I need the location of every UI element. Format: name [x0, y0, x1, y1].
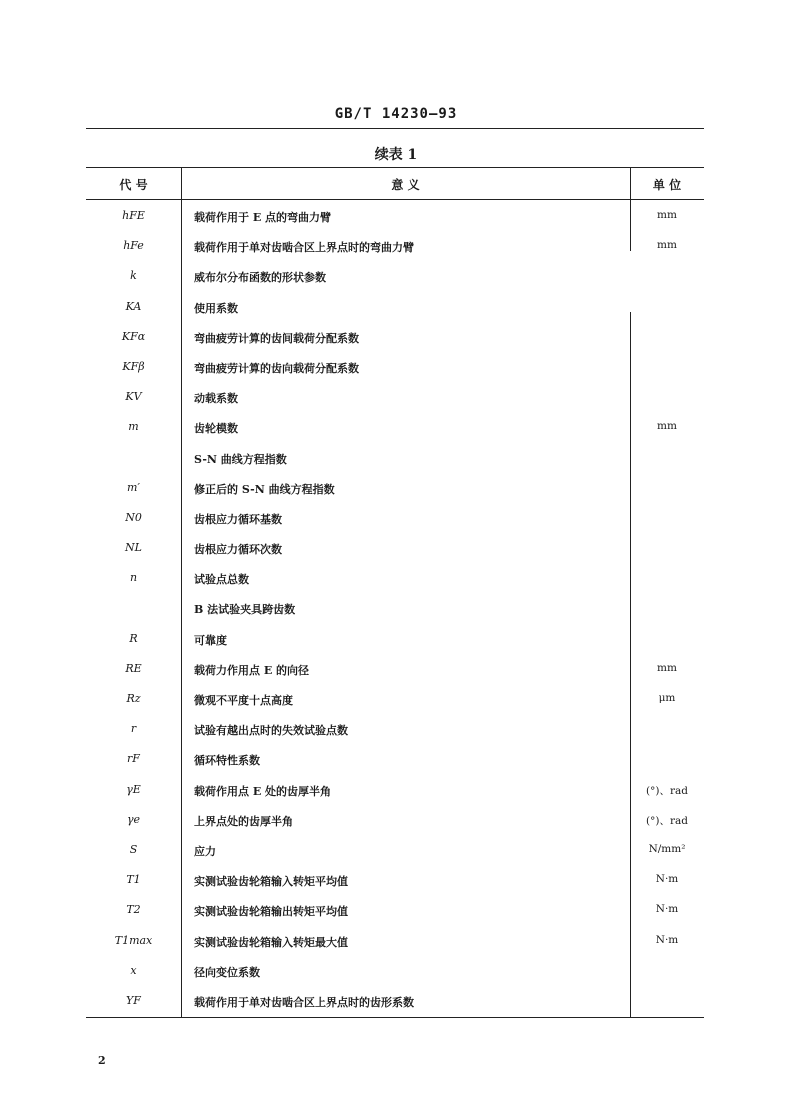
row-unit: mm — [657, 209, 677, 221]
page-number: 2 — [98, 1054, 106, 1067]
row-unit: (°)、rad — [646, 814, 688, 827]
row-symbol: YF — [126, 993, 141, 1007]
row-symbol: k — [130, 269, 137, 283]
row-symbol: γE — [126, 782, 141, 796]
row-meaning: 载荷作用于单对齿啮合区上界点时的齿形系数 — [194, 995, 414, 1009]
row-symbol: NL — [125, 541, 142, 555]
table-row — [86, 503, 704, 533]
table-row — [86, 775, 704, 805]
table-row — [86, 926, 704, 956]
table-row — [86, 563, 704, 593]
row-unit: (°)、rad — [646, 784, 688, 797]
row-meaning: 循环特性系数 — [194, 754, 260, 768]
row-symbol: KFα — [121, 329, 146, 343]
table-title: 续表 1 — [374, 147, 418, 163]
table-row — [86, 956, 704, 986]
column-header-meaning: 意 义 — [391, 178, 420, 192]
row-symbol: rF — [127, 752, 140, 766]
row-meaning: 动载系数 — [194, 392, 238, 406]
table-row — [86, 714, 704, 744]
row-meaning: 应力 — [194, 844, 216, 858]
row-meaning: 实测试验齿轮箱输出转矩平均值 — [194, 905, 348, 919]
row-symbol: S — [129, 842, 138, 856]
row-meaning: 微观不平度十点高度 — [194, 694, 293, 707]
table-body — [86, 201, 704, 1016]
table-bottom-rule — [86, 1017, 704, 1018]
header-rule — [86, 128, 704, 129]
column-header-unit: 单 位 — [652, 178, 682, 192]
table-row — [86, 322, 704, 352]
table-row — [86, 473, 704, 503]
row-symbol: KFβ — [122, 359, 145, 373]
row-symbol: T2 — [126, 903, 141, 917]
table-row — [86, 352, 704, 382]
row-unit: N/mm² — [648, 842, 686, 855]
row-symbol: m′ — [127, 480, 140, 494]
row-meaning: 试验有越出点时的失效试验点数 — [194, 724, 348, 738]
row-meaning: 齿根应力循环次数 — [194, 543, 282, 557]
row-meaning: 径向变位系数 — [194, 965, 260, 979]
row-unit: mm — [657, 420, 677, 433]
table-top-rule — [86, 167, 704, 168]
row-meaning: 修正后的 S-N 曲线方程指数 — [194, 482, 335, 496]
row-symbol: hFe — [123, 239, 144, 253]
row-symbol: RE — [125, 661, 142, 675]
table-row — [86, 593, 704, 623]
table-row — [86, 201, 704, 231]
row-meaning: 实测试验齿轮箱输入转矩平均值 — [194, 875, 348, 889]
row-meaning: 载荷力作用点 E 的向径 — [194, 663, 310, 677]
row-meaning: 威布尔分布函数的形状参数 — [194, 271, 326, 285]
row-symbol: n — [129, 571, 138, 585]
row-unit: μm — [658, 692, 676, 704]
row-symbol: N0 — [125, 510, 142, 524]
row-symbol: x — [130, 963, 137, 977]
row-symbol: γe — [126, 812, 141, 826]
table-row — [86, 533, 704, 563]
row-symbol: hFE — [122, 209, 145, 222]
row-meaning: 载荷作用于 E 点的弯曲力臂 — [194, 211, 332, 224]
row-symbol: r — [130, 722, 137, 736]
row-symbol: KV — [125, 390, 142, 404]
table-row — [86, 835, 704, 865]
row-symbol: T1 — [126, 873, 141, 887]
table-row — [86, 865, 704, 895]
table-row — [86, 412, 704, 442]
row-meaning: 齿根应力循环基数 — [194, 512, 282, 526]
row-meaning: 载荷作用于单对齿啮合区上界点时的弯曲力臂 — [194, 241, 414, 255]
row-symbol: KA — [125, 299, 142, 313]
row-unit: mm — [657, 239, 677, 252]
table-row — [86, 261, 704, 291]
row-meaning: 弯曲疲劳计算的齿向载荷分配系数 — [194, 361, 359, 375]
row-meaning: 载荷作用点 E 处的齿厚半角 — [194, 784, 332, 798]
row-meaning: 试验点总数 — [194, 573, 249, 587]
table-row — [86, 744, 704, 774]
table-row — [86, 292, 704, 322]
table-row — [86, 895, 704, 925]
row-symbol: m — [128, 420, 139, 434]
row-meaning: 上界点处的齿厚半角 — [194, 814, 293, 828]
row-meaning: 弯曲疲劳计算的齿间载荷分配系数 — [194, 331, 359, 345]
row-meaning: 实测试验齿轮箱输入转矩最大值 — [194, 935, 348, 949]
row-meaning: B 法试验夹具跨齿数 — [194, 603, 296, 617]
row-meaning: 齿轮模数 — [194, 422, 238, 436]
row-unit: N·m — [655, 903, 679, 916]
row-symbol: T1max — [114, 933, 153, 947]
table-row — [86, 986, 704, 1016]
row-symbol: Rz — [126, 692, 141, 705]
table-row — [86, 624, 704, 654]
row-meaning: 使用系数 — [194, 301, 238, 315]
row-unit: N·m — [655, 873, 679, 886]
table-row — [86, 231, 704, 261]
table-row — [86, 654, 704, 684]
row-meaning: S-N 曲线方程指数 — [194, 452, 287, 466]
table-row — [86, 382, 704, 412]
row-meaning: 可靠度 — [194, 633, 227, 647]
row-symbol: R — [129, 631, 138, 645]
column-header-symbol: 代 号 — [119, 178, 148, 192]
table-row — [86, 443, 704, 473]
table-header-rule — [86, 199, 704, 200]
table-row — [86, 805, 704, 835]
standard-number: GB/T 14230—93 — [334, 106, 458, 122]
row-unit: mm — [657, 661, 677, 674]
table-row — [86, 684, 704, 714]
row-unit: N·m — [655, 933, 679, 946]
